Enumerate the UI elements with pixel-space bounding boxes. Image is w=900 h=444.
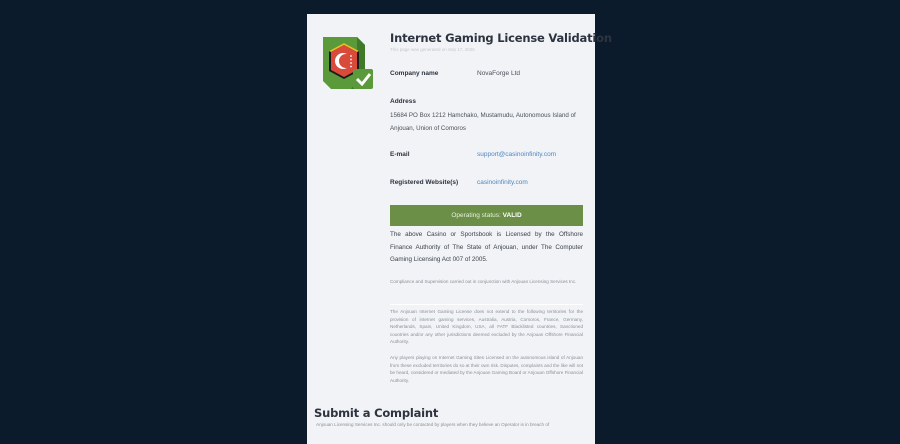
compliance-note: Compliance and Supervision carried out in conjunction with Anjouan Licensing Services Inc. [390, 279, 577, 284]
email-link[interactable]: support@casinoinfinity.com [477, 151, 557, 158]
players-risk-note: Any players playing on Internet Gaming Sites Licensed on the autonomous island of Anjouan from these excluded territories do so at their own risk. Disputes, complaints and the like will not be heard, considered or mediated by the Anjouan Gaming Board or Anjouan Offshore Financial Authority. [390, 355, 583, 383]
company-name-label: Company name [390, 70, 439, 77]
email-label: E-mail [390, 151, 410, 158]
status-value: VALID [502, 212, 522, 219]
license-card [307, 14, 612, 444]
website-link[interactable]: casinoinfinity.com [477, 179, 528, 186]
section-divider [390, 304, 583, 305]
website-label: Registered Website(s) [390, 179, 459, 186]
address-label: Address [390, 98, 417, 105]
excluded-territories-note: The Anjouan Internet Gaming License does not extend to the following territories for the provision of internet gaming services, Australia, Austria, Comoros, France, Germany, Netherlands, Spain, United Kingdom, USA, all FATF Blacklisted countries, Sanctioned countries and/or any other jurisdictions deemed excluded by the Anjouan Offshore Financial Authority. [390, 309, 583, 345]
license-statement: The above Casino or Sportsbook is Licensed by the Offshore Finance Authority of The State of Anjouan, under The Computer Gaming Licensing Act 007 of 2005. [390, 231, 583, 263]
submit-complaint-heading: Submit a Complaint [314, 406, 439, 420]
status-prefix: Operating status: [451, 212, 503, 219]
generated-date: This page was generated on Sep 17, 2026 [390, 47, 475, 52]
license-seal-icon [321, 33, 375, 91]
company-name-value: NovaForge Ltd [477, 70, 520, 77]
address-value: 15684 PO Box 1212 Hamchako, Mustamudu, Autonomous Island of Anjouan, Union of Comoros [390, 112, 576, 132]
page-title: Internet Gaming License Validation [390, 31, 612, 45]
operating-status-badge [390, 205, 583, 226]
complaint-description: Anjouan Licensing Services Inc. should only be contacted by players when they believe an Operator is in breach of [316, 422, 550, 427]
